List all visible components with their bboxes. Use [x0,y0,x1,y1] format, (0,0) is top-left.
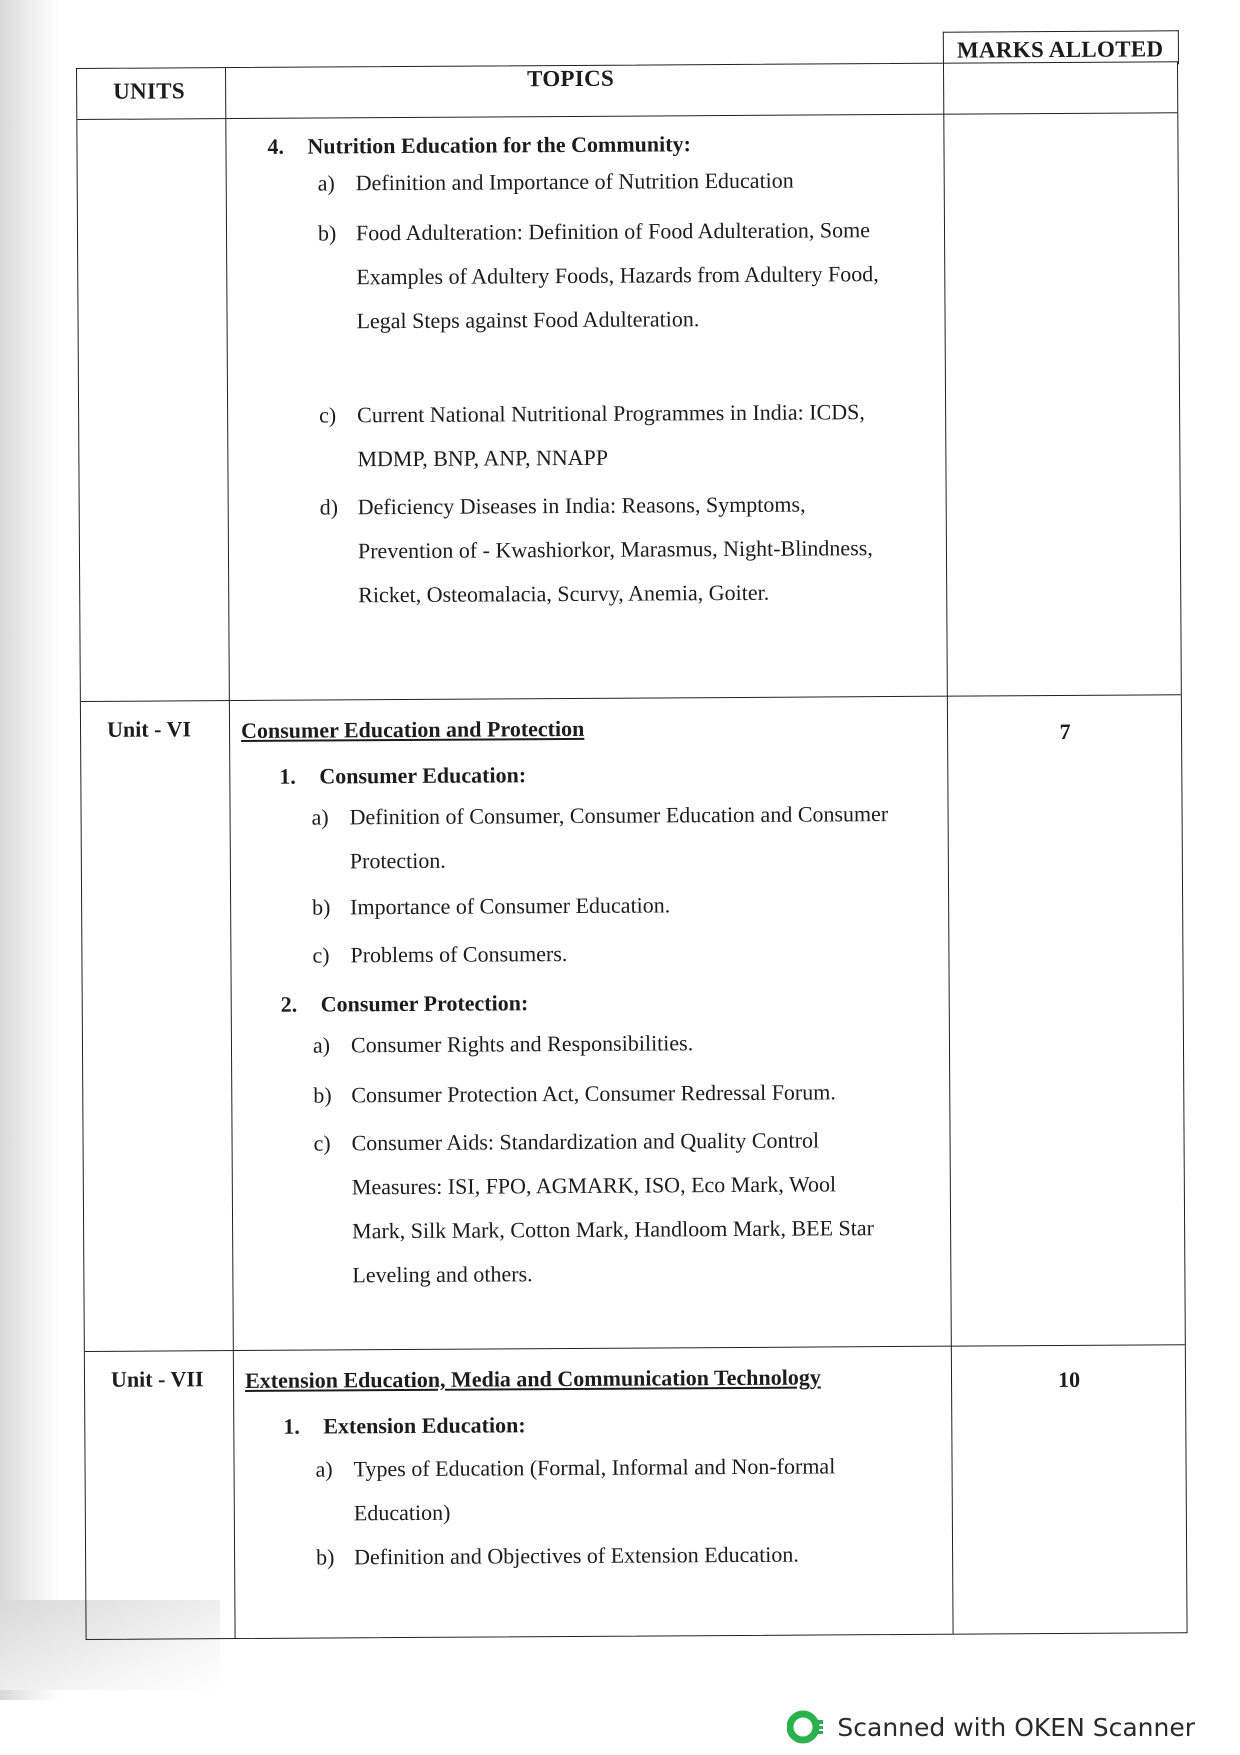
section-title: Extension Education, Media and Communication Technology [244,1364,821,1393]
list-item: b) Importance of Consumer Education. [312,892,671,920]
topic-heading: 1. Consumer Education: [279,762,527,789]
row-divider-header [77,112,1177,120]
row-divider-unit6 [81,694,1181,702]
list-item: b) Consumer Protection Act, Consumer Redressal Forum. [313,1079,836,1108]
scanner-logo-icon [787,1710,825,1744]
list-item: a) Definition and Importance of Nutrition Education [317,167,794,196]
list-item: a) Consumer Rights and Responsibilities. [312,1030,694,1058]
topic-heading [267,131,691,160]
list-item: a) Definition of Consumer, Consumer Education and Consumer Protection. [311,801,889,874]
list-item: b) Definition and Objectives of Extension Education. [316,1541,799,1570]
scan-edge-shadow [0,0,60,1700]
unit-label: Unit - VI [106,716,192,742]
unit-marks: 7 [1059,718,1071,745]
topic-title: Nutrition Education for the Community: [307,131,691,159]
column-divider-marks [943,64,954,1634]
list-item: b) Food Adulteration: Definition of Food Adulteration, Some Examples of Adultery Foods, Hazards from Adultery Food, Legal Steps against Food Adulteration. [317,217,879,334]
row-divider-unit7 [85,1344,1185,1352]
marks-header: MARKS ALLOTED [956,36,1164,63]
topic-number: 4. [267,133,285,159]
topics-header: TOPICS [526,65,615,92]
topic-heading: 2. Consumer Protection: [280,990,529,1017]
list-item: c) Consumer Aids: Standardization and Quality Control Measures: ISI, FPO, AGMARK, ISO, Eco Mark, Wool Mark, Silk Mark, Cotton Mark, Handloom Mark, BEE Star Leveling and others. [313,1127,875,1288]
scanner-watermark [787,1710,1195,1744]
watermark-text: Scanned with OKEN Scanner [837,1712,1195,1742]
topic-heading: 1. Extension Education: [283,1412,526,1439]
unit-marks: 10 [1057,1366,1081,1393]
unit-label: Unit - VII [110,1366,204,1392]
syllabus-table [76,36,1188,1640]
list-item: c) Current National Nutritional Programmes in India: ICDS, MDMP, BNP, ANP, NNAPP [319,399,865,472]
list-item: a) Types of Education (Formal, Informal and Non-formal Education) [315,1453,836,1526]
section-title: Consumer Education and Protection [240,715,585,744]
list-item: d) Deficiency Diseases in India: Reasons, Symptoms, Prevention of - Kwashiorkor, Marasmus, Night-Blindness, Ricket, Osteomalacia, Scurvy, Anemia, Goiter. [319,491,873,608]
list-item: c) Problems of Consumers. [312,941,568,968]
units-header: UNITS [113,78,186,104]
column-divider-units [225,68,236,1638]
